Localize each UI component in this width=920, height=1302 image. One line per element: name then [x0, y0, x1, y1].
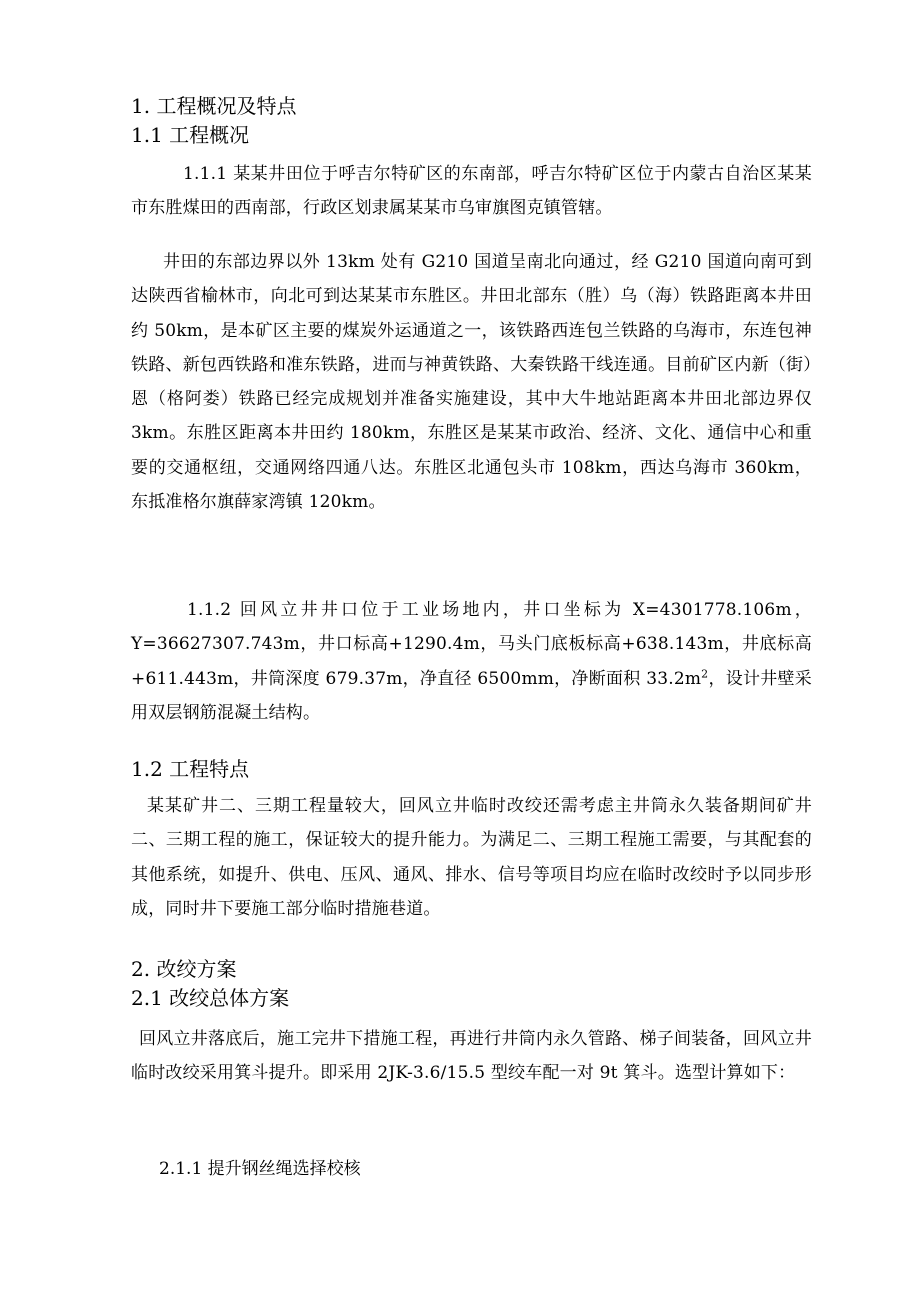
heading-section-2-1: 2.1 改绞总体方案 [131, 986, 290, 1010]
paragraph-overall-plan: 回风立井落底后，施工完井下措施工程，再进行井筒内永久管路、梯子间装备，回风立井临时改绞采用箕斗提升。即采用 2JK-3.6/15.5 型绞车配一对 9t 箕斗。选型计算如下： [131, 1029, 812, 1084]
heading-section-1-1: 1.1 工程概况 [131, 123, 250, 147]
paragraph-location-traffic: 井田的东部边界以外 13km 处有 G210 国道呈南北向通过，经 G210 国道向南可到达陕西省榆林市，向北可到达某某市东胜区。井田北部东（胜）乌（海）铁路距离本井田约 50km，是本矿区主要的煤炭外运通道之一，该铁路西连包兰铁路的乌海市，东连包神铁路、新包西铁路和准东铁路，进而与神黄铁路、大秦铁路干线连通。目前矿区内新（街）恩（格阿娄）铁路已经完成规划并准备实施建设，其中大牛地站距离本井田北部边界仅 3km。东胜区距离本井田约 180km，东胜区是某某市政治、经济、文化、通信中心和重要的交通枢纽，交通网络四通八达。东胜区北通包头市 108km，西达乌海市 360km，东抵准格尔旗薛家湾镇 120km。 [131, 252, 812, 513]
heading-section-1-2: 1.2 工程特点 [131, 757, 250, 781]
superscript-exponent: 2 [701, 666, 709, 680]
heading-section-2: 2. 改绞方案 [131, 957, 237, 981]
paragraph-1-1-2-text: 1.1.2 回风立井井口位于工业场地内，井口坐标为 X=4301778.106m，Y=36627307.743m，井口标高+1290.4m，马头门底板标高+638.143m，井底标高+611.443m，井筒深度 679.37m，净直径 6500mm，净断面积 33.2m [131, 600, 812, 689]
paragraph-1-1-2-tail: ，设计井壁采用双层钢筋混凝土结构。 [131, 668, 812, 723]
paragraph-1-1-2 [131, 593, 812, 730]
paragraph-1-1-1: 1.1.1 某某井田位于呼吉尔特矿区的东南部，呼吉尔特矿区位于内蒙古自治区某某市东胜煤田的西南部，行政区划隶属某某市乌审旗图克镇管辖。 [131, 164, 812, 219]
heading-section-2-1-1: 2.1.1 提升钢丝绳选择校核 [159, 1159, 361, 1179]
heading-section-1: 1. 工程概况及特点 [131, 94, 297, 118]
paragraph-characteristics: 某某矿井二、三期工程量较大，回风立井临时改绞还需考虑主井筒永久装备期间矿井二、三期工程的施工，保证较大的提升能力。为满足二、三期工程施工需要，与其配套的其他系统，如提升、供电、压风、通风、排水、信号等项目均应在临时改绞时予以同步形成，同时井下要施工部分临时措施巷道。 [131, 796, 812, 919]
